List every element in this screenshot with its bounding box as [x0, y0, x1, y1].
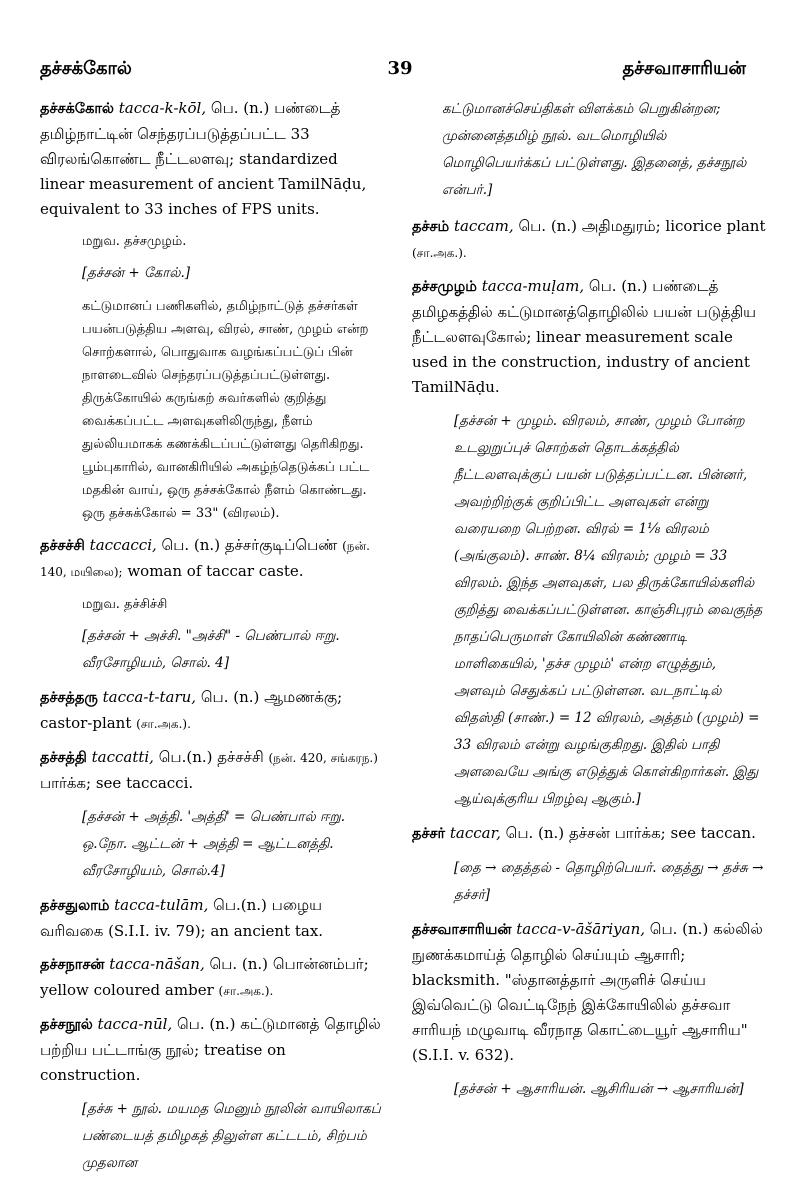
- headword: தச்சநாசன்: [40, 957, 105, 973]
- grammar-label: பெ. (n.): [209, 955, 269, 973]
- dictionary-entry: [412, 214, 768, 266]
- etymology-note: [தச்சன் + அத்தி. 'அத்தி' = பெண்பால் ஈறு. ஒ.நோ. ஆட்டன் + அத்தி = ஆட்டனத்தி. வீரசோழியம், சொல்.4]: [82, 809, 346, 879]
- grammar-label: பெ. (n.): [161, 536, 221, 554]
- headword: தச்சக்கோல்: [40, 101, 114, 117]
- dictionary-entry: [40, 533, 386, 585]
- right-column: [412, 96, 768, 1111]
- definition: கல்லில் நுணக்கமாய்த் தொழில் செய்யும் ஆசாரி; blacksmith. "ஸ்தானத்தார் அருளிச் செய்ய இவ்வெட்டு வெட்டிநேந் இக்கோயிலில் தச்சவா சாரியந் மழுவாடி வீரநாத கொட்டையூர் ஆசாரிய" (S.I.I. v. 632).: [412, 920, 763, 1064]
- definition: தச்சன் பார்க்க; see taccan.: [568, 824, 756, 842]
- headword: தச்சமுழம்: [412, 279, 477, 295]
- dictionary-entry: [40, 685, 386, 737]
- source-citation: (நன். 420, சங்கரந.): [268, 751, 378, 765]
- grammar-label: பெ. (n.): [177, 1015, 236, 1033]
- dictionary-entry: [40, 893, 386, 944]
- explanatory-note: கட்டுமானப் பணிகளில், தமிழ்நாட்டுத் தச்சர்கள் பயன்படுத்திய அளவு, விரல், சாண், முழம் என்ற சொற்களால், பொதுவாக வழங்கப்பட்டுப் பின் நாளடைவில் செந்தரப்படுத்தப்பட்டுள்ளது. திருக்கோயில் கருங்கற் சுவர்களில் குறித்து வைக்கப்பட்ட அளவுகளிலிருந்து, நீளம் துல்லியமாகக் கணக்கிடப்பட்டுள்ளது தெரிகிறது. பூம்புகாரில், வானகிரியில் அகழ்ந்தெடுக்கப் பட்ட மதகின் வாய், ஒரு தச்சக்கோல் நீளம் கொண்டது. ஒரு தச்சுக்கோல் = 33" (விரலம்).: [82, 299, 370, 521]
- headword: தச்சம்: [412, 219, 450, 235]
- source-citation: (சா.அக.).: [218, 984, 274, 998]
- etymology-note: [தை → தைத்தல் - தொழிற்பெயர். தைத்து → தச்சு → தச்சர்]: [454, 860, 764, 903]
- grammar-label: பெ. (n.): [210, 99, 270, 117]
- headword: தச்சத்தி: [40, 750, 87, 766]
- definition: பண்டைத் தமிழகத்தில் கட்டுமானத்தொழிலில் பயன் படுத்திய நீட்டலளவுகோல்; linear measurement scale used in the construction, industry of ancient TamilNāḍu.: [412, 277, 756, 396]
- headword: தச்சர்: [412, 826, 446, 842]
- continued-etymology-note: கட்டுமானச்செய்திகள் விளக்கம் பெறுகின்றன; முன்னைத்தமிழ் நூல். வடமொழியில் மொழிபெயர்க்கப் பட்டுள்ளது. இதனைத், தச்சநூல் என்பர்.]: [442, 101, 747, 198]
- synonym-line: மறுவ. தச்சிச்சி: [82, 597, 168, 612]
- headword: தச்சவாசாரியன்: [412, 922, 512, 938]
- transliteration: tacca-v-āšāriyan,: [516, 920, 646, 938]
- definition: தச்சச்சி: [217, 748, 264, 766]
- transliteration: tacca-tulām,: [114, 896, 209, 914]
- definition: தச்சர்குடிப்பெண்: [224, 536, 338, 554]
- cross-reference: பார்க்க; see taccacci.: [40, 774, 194, 792]
- transliteration: tacca-t-taru,: [102, 688, 197, 706]
- grammar-label: பெ. (n.): [200, 688, 260, 706]
- grammar-label: பெ.(n.): [213, 896, 267, 914]
- dictionary-entry: [412, 821, 768, 847]
- transliteration: tacca-nūl,: [97, 1015, 173, 1033]
- definition: பொன்னம்பர்; yellow coloured amber: [40, 955, 369, 999]
- transliteration: taccacci,: [89, 536, 157, 554]
- header-right-guideword: தச்சவாசாரியன்: [622, 58, 746, 79]
- page-number: 39: [387, 58, 413, 79]
- definition: கட்டுமானத் தொழில் பற்றிய பட்டாங்கு நூல்; treatise on construction.: [40, 1015, 381, 1084]
- grammar-label: பெ.(n.): [158, 748, 213, 766]
- header-left-guideword: தச்சக்கோல்: [40, 58, 132, 79]
- transliteration: tacca-muḷam,: [481, 277, 585, 295]
- grammar-label: பெ. (n.): [649, 920, 709, 938]
- definition: பழைய வரிவகை (S.I.I. iv. 79); an ancient tax.: [40, 896, 324, 940]
- etymology-note: [தச்சன் + முழம். விரலம், சாண், முழம் போன்ற உடலுறுப்புச் சொற்கள் தொடக்கத்தில் நீட்டலளவுக்குப் பயன் படுத்தப்பட்டன. பின்னர், அவற்றிற்குக் குறிப்பிட்ட அளவுகள் என்று வரையறை பெற்றன. விரல் = 1⅛ விரலம் (அங்குலம்). சாண். 8¼ விரலம்; முழம் = 33 விரலம். இந்த அளவுகள், பல திருக்கோயில்களில் குறித்து வைக்கப்பட்டுள்ளன. காஞ்சிபுரம் வைகுந்த நாதப்பெருமாள் கோயிலின் கண்ணாடி மாளிகையில், 'தச்ச முழம்' என்ற எழுத்தும், அளவும் செதுக்கப் பட்டுள்ளன. வடநாட்டில் விதஸ்தி (சாண்.) = 12 விரலம், அத்தம் (முழம்) = 33 விரலம் என்று வழங்குகிறது. இதில் பாதி அளவையே அங்கு எடுத்துக் கொள்கிறார்கள். இது ஆய்வுக்குரிய பிறழ்வு ஆகும்.]: [454, 413, 763, 807]
- etymology-note: [தச்சன் + ஆசாரியன். ஆசிரியன் → ஆசாரியன்]: [454, 1081, 744, 1097]
- source-citation: (சா.அக.).: [136, 717, 191, 731]
- synonym-line: மறுவ. தச்சமுழம்.: [82, 234, 187, 249]
- dictionary-entry: [40, 1012, 386, 1088]
- headword: தச்சத்தரு: [40, 690, 98, 706]
- etymology-note: [தச்சு + நூல். மயமத மெனும் நூலின் வாயிலாகப் பண்டையத் தமிழகத் திலுள்ள கட்டடம், சிற்பம் முதலான: [82, 1101, 381, 1171]
- etymology-note: [தச்சன் + அச்சி. "அச்சி" - பெண்பால் ஈறு. வீரசோழியம், சொல். 4]: [82, 628, 340, 671]
- definition: அதிமதுரம்; licorice plant: [581, 217, 766, 235]
- transliteration: taccam,: [453, 217, 514, 235]
- headword: தச்சநூல்: [40, 1017, 93, 1033]
- transliteration: tacca-nāšan,: [109, 955, 205, 973]
- source-citation: (நன். 140, மயிலை);: [40, 539, 370, 579]
- definition-english: woman of taccar caste.: [127, 562, 304, 580]
- transliteration: taccar,: [449, 824, 501, 842]
- headword: தச்சதுலாம்: [40, 898, 110, 914]
- dictionary-entry: [40, 745, 386, 796]
- transliteration: taccatti,: [91, 748, 154, 766]
- definition: பண்டைத் தமிழ்நாட்டின் செந்தரப்படுத்தப்பட்ட 33 விரலங்கொண்ட நீட்டலளவு; standardized linear measurement of ancient TamilNāḍu, equivalent to 33 inches of FPS units.: [40, 99, 367, 218]
- source-citation: (சா.அக.).: [412, 246, 467, 260]
- dictionary-entry: [412, 274, 768, 400]
- grammar-label: பெ. (n.): [518, 217, 577, 235]
- transliteration: tacca-k-kōl,: [118, 99, 207, 117]
- grammar-label: பெ. (n.): [588, 277, 648, 295]
- dictionary-entry: [412, 917, 768, 1068]
- etymology-note: [தச்சன் + கோல்.]: [82, 265, 191, 281]
- dictionary-entry: [40, 96, 386, 222]
- definition: ஆமணக்கு; castor-plant: [40, 688, 343, 732]
- grammar-label: பெ. (n.): [505, 824, 565, 842]
- headword: தச்சச்சி: [40, 538, 85, 554]
- left-column: [40, 96, 386, 1185]
- dictionary-entry: [40, 952, 386, 1004]
